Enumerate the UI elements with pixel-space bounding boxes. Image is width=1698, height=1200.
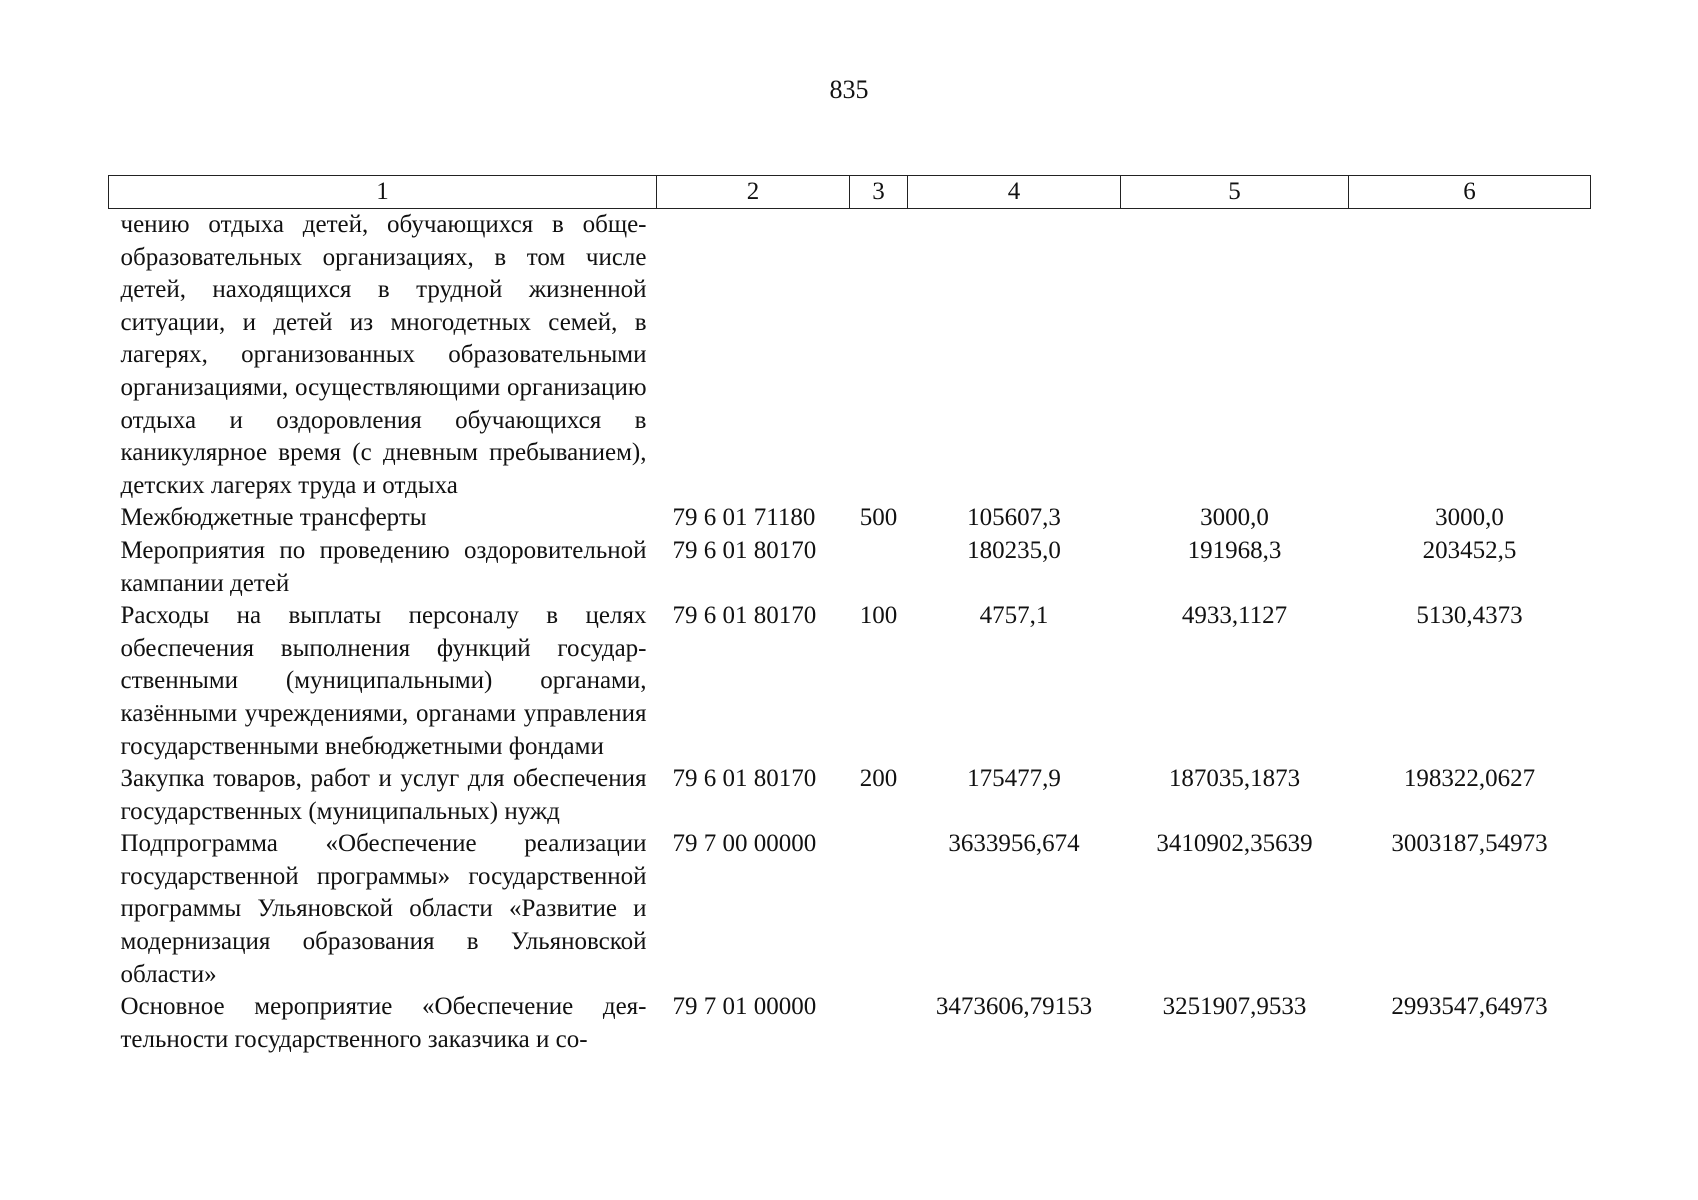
row-expense-type: 500 [859, 504, 898, 532]
table-body [109, 209, 1591, 1057]
row-code: 79 7 01 00000 [672, 993, 817, 1021]
row-amount-col5: 3000,0 [1200, 504, 1269, 532]
header-col-2: 2 [657, 176, 850, 209]
row-name: Подпрограмма «Обеспечение реализации государственной программы» государственной программы Ульяновской области «Развитие и модернизация образования в Ульяновской области» [120, 830, 647, 988]
header-col-4: 4 [908, 176, 1121, 209]
row-expense-type [850, 535, 908, 600]
row-name: Мероприятия по проведению оздоровительной кампании детей [120, 536, 647, 597]
row-amount-col5: 3251907,9533 [1162, 993, 1307, 1021]
row-code [657, 209, 850, 503]
row-name: Расходы на выплаты персоналу в целях обеспечения выполнения функций государственными (муниципальными) органами, казёнными учреждениями, органами управления государственными внебюджетными фондами [120, 602, 647, 760]
page-number: 835 [829, 75, 869, 104]
row-name: Межбюджетные трансферты [120, 504, 427, 532]
row-code: 79 6 01 80170 [672, 536, 817, 564]
header-col-5: 5 [1121, 176, 1349, 209]
table-row [109, 209, 1591, 503]
row-amount-col4: 180235,0 [967, 536, 1061, 564]
row-amount-col6: 3000,0 [1435, 504, 1504, 532]
row-amount-col4: 3473606,79153 [935, 993, 1093, 1021]
row-code: 79 7 00 00000 [672, 830, 817, 858]
row-code: 79 6 01 71180 [672, 504, 816, 532]
row-code: 79 6 01 80170 [672, 765, 817, 793]
table-header [109, 176, 1591, 209]
header-row [109, 176, 1591, 209]
row-expense-type: 100 [859, 602, 898, 630]
row-amount-col5: 3410902,35639 [1156, 830, 1313, 858]
table-row [109, 535, 1591, 600]
row-amount-col4: 3633956,674 [948, 830, 1080, 858]
row-amount-col6: 203452,5 [1422, 536, 1517, 564]
table-row [109, 600, 1591, 763]
row-amount-col4: 4757,1 [979, 602, 1049, 630]
row-amount-col6: 5130,4373 [1416, 602, 1523, 630]
row-expense-type: 200 [859, 765, 898, 793]
row-amount-col5: 187035,1873 [1168, 765, 1301, 793]
row-expense-type [850, 828, 908, 991]
table-row [109, 828, 1591, 991]
row-name: Закупка товаров, работ и услуг для обеспечения государственных (муниципальных) нужд [120, 765, 647, 825]
row-name: чению отдыха детей, обучающихся в общеобразовательных организациях, в том числе детей, находящихся в трудной жизненной ситуации, и детей из многодетных семей, в лагерях, организованных образовательными организациями, осуществляющими организацию отдыха и оздоровления обучающихся в каникулярное время (с дневным пребыванием), детских лагерях труда и отдыха [120, 211, 647, 499]
header-col-3: 3 [850, 176, 908, 209]
row-amount-col4: 105607,3 [967, 504, 1061, 532]
header-col-1: 1 [109, 176, 657, 209]
row-amount-col5: 191968,3 [1187, 536, 1282, 564]
row-expense-type [850, 209, 908, 503]
row-name: Основное мероприятие «Обеспечение деятельности государственного заказчика и со- [120, 993, 647, 1053]
row-amount-col6 [1349, 209, 1591, 503]
row-expense-type [850, 991, 908, 1056]
table-row [109, 991, 1591, 1056]
table-row [109, 502, 1591, 535]
row-amount-col4: 175477,9 [967, 765, 1061, 793]
row-amount-col6: 3003187,54973 [1391, 830, 1548, 858]
row-amount-col6: 2993547,64973 [1391, 993, 1548, 1021]
row-amount-col5 [1121, 209, 1349, 503]
row-amount-col5: 4933,1127 [1181, 602, 1288, 630]
row-code: 79 6 01 80170 [672, 602, 817, 630]
table-row [109, 763, 1591, 828]
row-amount-col6: 198322,0627 [1403, 765, 1536, 793]
header-col-6: 6 [1349, 176, 1591, 209]
budget-table [108, 175, 1591, 1056]
row-amount-col4 [908, 209, 1121, 503]
